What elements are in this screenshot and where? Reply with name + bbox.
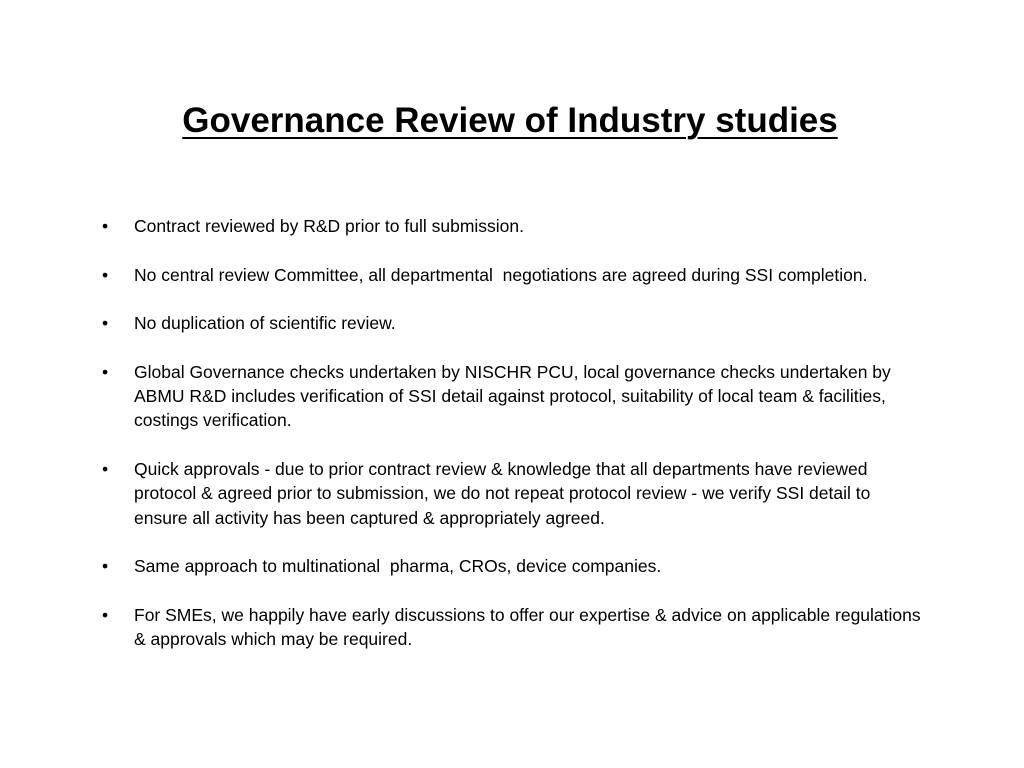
bullet-marker: • xyxy=(102,313,109,334)
bullet-marker: • xyxy=(102,264,109,285)
slide-title: Governance Review of Industry studies xyxy=(182,101,838,140)
bullet-text: No duplication of scientific review. xyxy=(134,313,396,334)
bullet-text: No central review Committee, all departmental negotiations are agreed during SSI completion. xyxy=(134,264,868,285)
bullet-item xyxy=(102,263,922,287)
bullet-marker: • xyxy=(102,458,109,479)
bullet-text: Quick approvals - due to prior contract review & knowledge that all departments have reviewed protocol & agreed prior to submission, we do not repeat protocol review - we verify SSI detail to ensure all activity has been captured & appropriately agreed. xyxy=(134,458,876,528)
bullet-item xyxy=(102,311,922,335)
bullet-item xyxy=(102,360,922,433)
bullet-list xyxy=(102,214,926,676)
bullet-item xyxy=(102,554,922,578)
bullet-item xyxy=(102,214,922,238)
bullet-text: Global Governance checks undertaken by NISCHR PCU, local governance checks undertaken by ABMU R&D includes verification of SSI detail against protocol, suitability of local team & facilities, costings verification. xyxy=(134,361,895,431)
bullet-marker: • xyxy=(102,556,109,577)
bullet-item xyxy=(102,603,926,652)
bullet-marker: • xyxy=(102,361,109,382)
bullet-item xyxy=(102,457,922,530)
bullet-marker: • xyxy=(102,216,109,236)
bullet-text: For SMEs, we happily have early discussions to offer our expertise & advice on applicable regulations & approvals which may be required. xyxy=(134,604,926,650)
bullet-text: Same approach to multinational pharma, CROs, device companies. xyxy=(134,556,662,577)
bullet-marker: • xyxy=(102,604,109,625)
bullet-text: Contract reviewed by R&D prior to full submission. xyxy=(134,216,525,236)
